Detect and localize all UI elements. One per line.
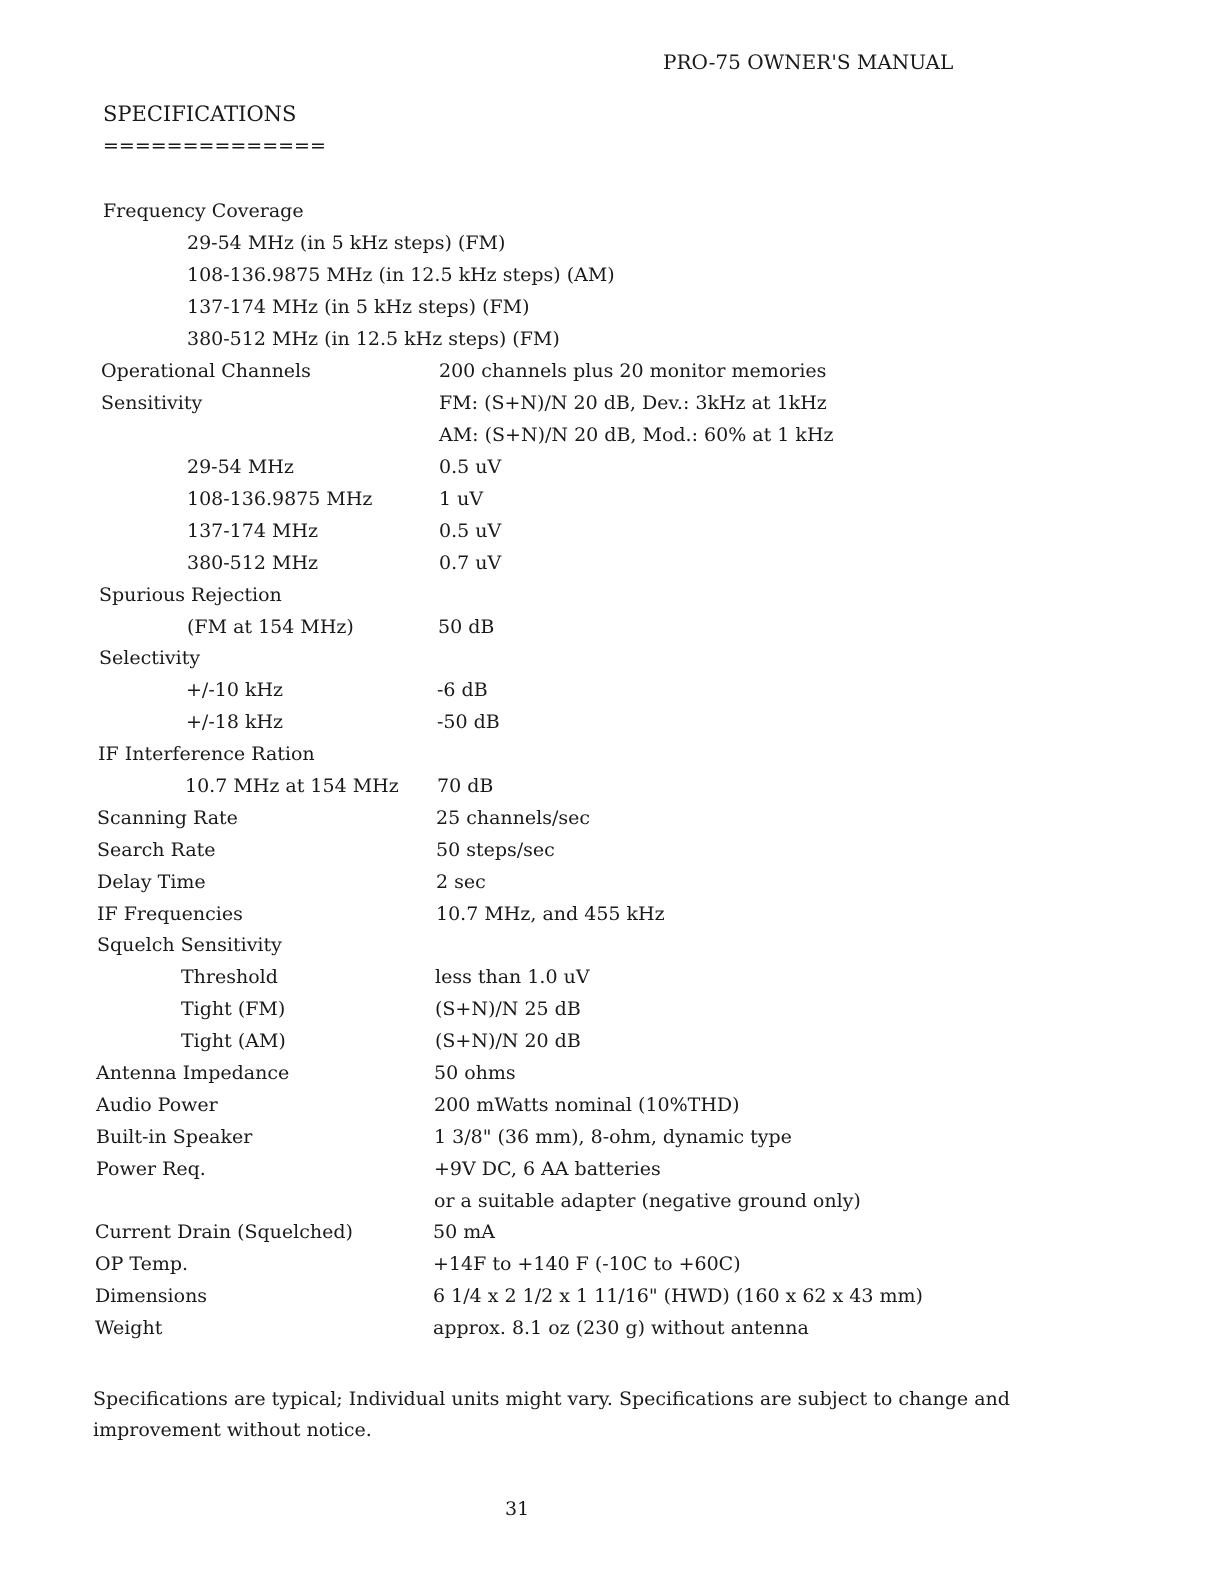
spec-label-dimensions: Dimensions bbox=[95, 1285, 208, 1307]
frequency-range: 29-54 MHz (in 5 kHz steps) (FM) bbox=[187, 232, 506, 254]
spec-value-scanning-rate: 25 channels/sec bbox=[436, 807, 591, 829]
spec-label-audio-power: Audio Power bbox=[96, 1094, 218, 1116]
selectivity-offset: +/-10 kHz bbox=[186, 679, 284, 701]
sensitivity-band: 108-136.9875 MHz bbox=[187, 488, 373, 510]
spec-label-op-temp: OP Temp. bbox=[95, 1253, 189, 1275]
spec-label-if-frequencies: IF Frequencies bbox=[97, 903, 243, 925]
spec-label-frequency-coverage: Frequency Coverage bbox=[103, 200, 304, 222]
spec-value-audio-power: 200 mWatts nominal (10%THD) bbox=[434, 1094, 740, 1116]
squelch-level-value: (S+N)/N 20 dB bbox=[435, 1030, 581, 1052]
spec-value-search-rate: 50 steps/sec bbox=[436, 839, 555, 861]
spec-value-op-temp: +14F to +140 F (-10C to +60C) bbox=[433, 1253, 741, 1275]
spec-label-delay-time: Delay Time bbox=[97, 871, 206, 893]
squelch-level-name: Tight (AM) bbox=[181, 1030, 286, 1052]
spec-value-weight: approx. 8.1 oz (230 g) without antenna bbox=[433, 1317, 809, 1339]
spec-label-power-req: Power Req. bbox=[96, 1158, 206, 1180]
spec-label-squelch-sensitivity: Squelch Sensitivity bbox=[97, 934, 282, 956]
spec-value-built-in-speaker: 1 3/8" (36 mm), 8-ohm, dynamic type bbox=[434, 1126, 792, 1148]
frequency-range: 137-174 MHz (in 5 kHz steps) (FM) bbox=[187, 296, 530, 318]
squelch-level-name: Tight (FM) bbox=[181, 998, 286, 1020]
sensitivity-band: 29-54 MHz bbox=[187, 456, 294, 478]
squelch-level-value: less than 1.0 uV bbox=[435, 966, 590, 988]
spec-label-current-drain: Current Drain (Squelched) bbox=[95, 1221, 353, 1243]
spec-label-operational-channels: Operational Channels bbox=[101, 360, 311, 382]
spec-value-current-drain: 50 mA bbox=[433, 1221, 495, 1243]
sensitivity-fm-note: FM: (S+N)/N 20 dB, Dev.: 3kHz at 1kHz bbox=[439, 392, 827, 414]
selectivity-value: -50 dB bbox=[437, 711, 500, 733]
spec-label-weight: Weight bbox=[95, 1317, 163, 1339]
frequency-range: 380-512 MHz (in 12.5 kHz steps) (FM) bbox=[187, 328, 560, 350]
spec-value-spurious-rejection: 50 dB bbox=[438, 616, 495, 638]
spec-label-selectivity: Selectivity bbox=[99, 647, 201, 669]
spec-label-built-in-speaker: Built-in Speaker bbox=[96, 1126, 253, 1148]
sensitivity-value: 1 uV bbox=[439, 488, 484, 510]
sensitivity-band: 137-174 MHz bbox=[187, 520, 319, 542]
squelch-level-name: Threshold bbox=[181, 966, 278, 988]
spec-value-dimensions: 6 1/4 x 2 1/2 x 1 11/16" (HWD) (160 x 62 x 43 mm) bbox=[433, 1285, 923, 1307]
sensitivity-value: 0.7 uV bbox=[439, 552, 502, 574]
manual-header: PRO-75 OWNER'S MANUAL bbox=[663, 50, 954, 74]
sensitivity-value: 0.5 uV bbox=[439, 456, 502, 478]
spec-value-if-interference: 70 dB bbox=[437, 775, 494, 797]
spec-label-sensitivity: Sensitivity bbox=[101, 392, 203, 414]
if-interference-condition: 10.7 MHz at 154 MHz bbox=[185, 775, 399, 797]
spec-value-antenna-impedance: 50 ohms bbox=[434, 1062, 516, 1084]
spec-value-power-req-alt: or a suitable adapter (negative ground only) bbox=[434, 1190, 861, 1212]
spec-label-scanning-rate: Scanning Rate bbox=[97, 807, 238, 829]
specifications-disclaimer: Specifications are typical; Individual units might vary. Specifications are subject to change and improvement without notice. bbox=[93, 1388, 1010, 1441]
section-title-underline: ============== bbox=[103, 135, 326, 157]
spec-label-if-interference: IF Interference Ration bbox=[98, 743, 315, 765]
page-number: 31 bbox=[505, 1498, 530, 1520]
frequency-range: 108-136.9875 MHz (in 12.5 kHz steps) (AM) bbox=[187, 264, 615, 286]
selectivity-value: -6 dB bbox=[437, 679, 488, 701]
spec-label-spurious-rejection: Spurious Rejection bbox=[99, 584, 282, 606]
sensitivity-am-note: AM: (S+N)/N 20 dB, Mod.: 60% at 1 kHz bbox=[439, 424, 834, 446]
spurious-rejection-condition: (FM at 154 MHz) bbox=[187, 616, 354, 638]
spec-value-operational-channels: 200 channels plus 20 monitor memories bbox=[439, 360, 827, 382]
sensitivity-band: 380-512 MHz bbox=[187, 552, 319, 574]
spec-label-search-rate: Search Rate bbox=[97, 839, 216, 861]
section-title: SPECIFICATIONS bbox=[103, 102, 297, 126]
spec-value-power-req: +9V DC, 6 AA batteries bbox=[434, 1158, 661, 1180]
sensitivity-value: 0.5 uV bbox=[439, 520, 502, 542]
selectivity-offset: +/-18 kHz bbox=[186, 711, 284, 733]
spec-value-if-frequencies: 10.7 MHz, and 455 kHz bbox=[436, 903, 665, 925]
spec-value-delay-time: 2 sec bbox=[436, 871, 486, 893]
squelch-level-value: (S+N)/N 25 dB bbox=[435, 998, 581, 1020]
spec-label-antenna-impedance: Antenna Impedance bbox=[96, 1062, 290, 1084]
